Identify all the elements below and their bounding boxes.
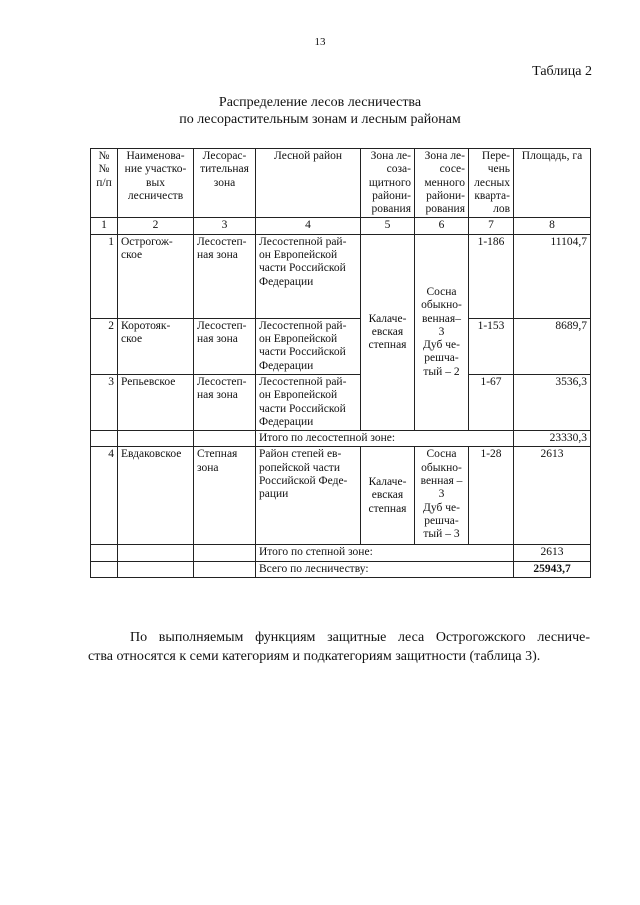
row-name — [118, 318, 194, 374]
table-label: Таблица 2 — [532, 64, 592, 79]
cell-line: Лесостеп- — [197, 235, 247, 248]
cell-line: рации — [259, 488, 289, 501]
row-region — [256, 234, 361, 318]
cell-line: ропейской части — [259, 461, 340, 474]
cell-line: Калаче- — [368, 476, 407, 488]
subtotal-row — [91, 431, 591, 447]
cell-line: Лесостепной рай- — [259, 375, 347, 388]
cell-line: венная– — [422, 312, 461, 325]
cell-line: менного — [424, 176, 465, 189]
row-num: 2 — [91, 318, 118, 374]
cell-line: тый – 2 — [423, 365, 460, 378]
paragraph-line: ства относятся к семи категориям и подкатегориям защитности (таблица 3). — [88, 649, 541, 664]
row-region — [256, 374, 361, 430]
row-name — [118, 234, 194, 318]
column-number: 1 — [91, 218, 118, 234]
table-title-line: по лесорастительным зонам и лесным районам — [179, 112, 461, 127]
cell-line: Лесостепной рай- — [259, 235, 347, 248]
cell-line: части Российской — [259, 402, 346, 415]
column-number: 2 — [118, 218, 194, 234]
cell-line: Федерации — [259, 275, 314, 288]
column-number: 8 — [514, 218, 591, 234]
header-protection-zone — [361, 149, 415, 218]
row-num: 4 — [91, 447, 118, 545]
cell-line: Репьевское — [121, 375, 176, 388]
cell-line: Зона ле- — [424, 150, 465, 162]
cell-line: евская — [371, 489, 404, 502]
row-quarters: 1-28 — [469, 447, 514, 545]
cell-line: ная зона — [197, 249, 238, 262]
header-row — [91, 149, 591, 218]
cell-line: ная зона — [197, 333, 238, 346]
paragraph-line: По выполняемым функциям защитные леса Острогожского лесниче- — [130, 630, 590, 645]
cell-line: обыкно- — [421, 299, 462, 312]
cell-line: Дуб че- — [423, 501, 460, 514]
column-number: 4 — [256, 218, 361, 234]
cell-line: Наименова- — [126, 150, 185, 162]
subtotal-label: Итого по степной зоне: — [256, 545, 514, 561]
cell-line: решча- — [424, 352, 459, 365]
row-num: 1 — [91, 234, 118, 318]
cell-line: степная — [368, 502, 407, 515]
cell-line: щитного — [368, 176, 411, 189]
subtotal-row — [91, 545, 591, 561]
cell-line: Евдаковское — [121, 448, 182, 461]
cell-line: Российской Феде- — [259, 475, 348, 488]
cell-line: лесных — [474, 176, 510, 189]
total-row — [91, 561, 591, 577]
cell-line: чень — [487, 163, 510, 176]
subtotal-label: Итого по лесостепной зоне: — [256, 431, 514, 447]
column-number: 6 — [415, 218, 469, 234]
cell-line: ское — [121, 333, 143, 346]
cell-line: вых — [146, 176, 165, 189]
row-seed-zone — [415, 234, 469, 430]
cell-line: п/п — [96, 176, 112, 189]
cell-line: кварта- — [474, 189, 510, 202]
row-protection-zone — [361, 234, 415, 430]
total-area: 25943,7 — [514, 561, 591, 577]
row-name — [118, 447, 194, 545]
header-zone — [194, 149, 256, 218]
cell-line: № — [98, 150, 110, 162]
table-row — [91, 447, 591, 545]
cell-line: Федерации — [259, 415, 314, 428]
cell-line: Лесостеп- — [197, 375, 247, 388]
cell-line: Острогож- — [121, 235, 173, 248]
cell-line: ная зона — [197, 389, 238, 402]
cell-line: он Европейской — [259, 333, 338, 346]
cell-line: Сосна — [426, 448, 457, 461]
cell-line: райони- — [372, 189, 411, 202]
row-num: 3 — [91, 374, 118, 430]
header-seed-zone — [415, 149, 469, 218]
column-number: 3 — [194, 218, 256, 234]
cell-line: Зона ле- — [370, 150, 411, 162]
header-quarters — [469, 149, 514, 218]
cell-line: соза- — [386, 163, 411, 176]
row-zone — [194, 318, 256, 374]
cell-line: он Европейской — [259, 249, 338, 262]
cell-line: рования — [371, 203, 411, 216]
cell-line: Калаче- — [368, 312, 407, 325]
header-name — [118, 149, 194, 218]
row-quarters: 1-153 — [469, 318, 514, 374]
cell-line: Площадь, га — [521, 150, 583, 162]
cell-line: степная — [368, 339, 407, 352]
cell-line: 3 — [438, 325, 445, 338]
row-area: 8689,7 — [514, 318, 591, 374]
header-area — [514, 149, 591, 218]
row-seed-zone — [415, 447, 469, 545]
total-label: Всего по лесничеству: — [256, 561, 514, 577]
row-quarters: 1-67 — [469, 374, 514, 430]
row-zone — [194, 447, 256, 545]
cell-line: он Европейской — [259, 389, 338, 402]
column-number: 5 — [361, 218, 415, 234]
cell-line: № — [98, 163, 110, 176]
row-area: 2613 — [514, 447, 591, 545]
header-region — [256, 149, 361, 218]
column-number-row — [91, 218, 591, 234]
cell-line: райони- — [426, 189, 465, 202]
row-region — [256, 318, 361, 374]
table-row — [91, 318, 591, 374]
subtotal-area: 2613 — [514, 545, 591, 561]
row-protection-zone — [361, 447, 415, 545]
row-zone — [194, 234, 256, 318]
row-quarters: 1-186 — [469, 234, 514, 318]
cell-line: решча- — [424, 514, 459, 527]
column-number: 7 — [469, 218, 514, 234]
cell-line: Коротояк- — [121, 319, 171, 332]
cell-line: зона — [197, 461, 219, 474]
cell-line: тый – 3 — [423, 528, 460, 541]
header-num — [91, 149, 118, 218]
row-area: 3536,3 — [514, 374, 591, 430]
table-row — [91, 374, 591, 430]
cell-line: рования — [425, 203, 465, 216]
row-zone — [194, 374, 256, 430]
cell-line: ское — [121, 249, 143, 262]
cell-line: Дуб че- — [423, 339, 460, 352]
row-name — [118, 374, 194, 430]
forest-distribution-table — [90, 148, 591, 578]
page-number: 13 — [314, 36, 326, 48]
cell-line: Пере- — [481, 150, 510, 162]
cell-line: Лесорас- — [202, 150, 247, 162]
cell-line: евская — [371, 325, 404, 338]
cell-line: лов — [493, 203, 510, 216]
cell-line: обыкно- — [421, 461, 462, 474]
table-row — [91, 234, 591, 318]
cell-line: Лесостеп- — [197, 319, 247, 332]
cell-line: лесничеств — [127, 189, 184, 202]
cell-line: части Российской — [259, 262, 346, 275]
body-paragraph — [88, 628, 590, 666]
cell-line: Сосна — [426, 285, 457, 298]
cell-line: Лесной район — [273, 150, 343, 162]
cell-line: тительная — [200, 163, 249, 176]
cell-line: Федерации — [259, 359, 314, 372]
cell-line: ние участко- — [124, 163, 187, 176]
table-title-line: Распределение лесов лесничества — [218, 95, 422, 110]
cell-line: Степная — [197, 448, 238, 461]
table-title — [0, 94, 640, 128]
row-region — [256, 447, 361, 545]
row-area: 11104,7 — [514, 234, 591, 318]
cell-line: 3 — [438, 488, 445, 501]
subtotal-area: 23330,3 — [514, 431, 591, 447]
cell-line: зона — [213, 176, 236, 189]
cell-line: части Российской — [259, 346, 346, 359]
cell-line: Район степей ев- — [259, 448, 342, 461]
cell-line: сосе- — [439, 163, 465, 176]
cell-line: Лесостепной рай- — [259, 319, 347, 332]
cell-line: венная – — [420, 475, 463, 488]
